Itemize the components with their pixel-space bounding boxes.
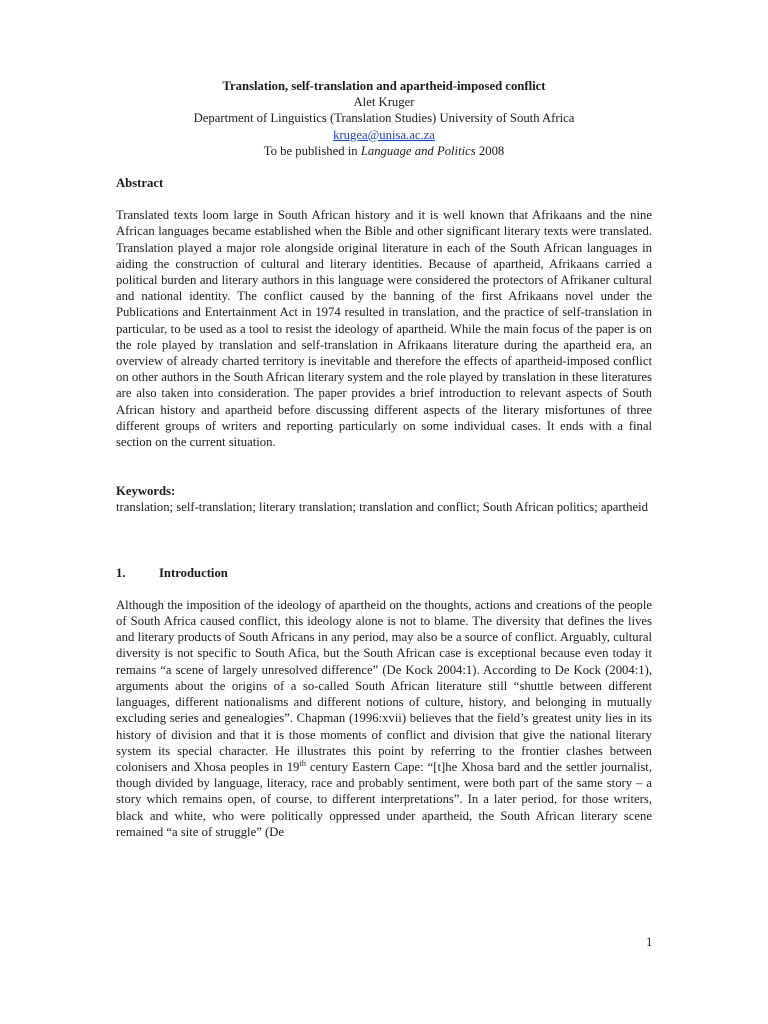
publication-note <box>116 143 652 159</box>
publication-year: 2008 <box>475 143 505 158</box>
section-number: 1. <box>116 565 126 580</box>
journal-name: Language and Politics <box>360 143 476 158</box>
title-block <box>116 78 652 159</box>
paper-title: Translation, self-translation and apartheid-imposed conflict <box>222 79 546 93</box>
publication-prefix: To be published in <box>263 143 361 158</box>
keywords-heading: Keywords: <box>116 484 176 499</box>
abstract-heading: Abstract <box>116 176 164 191</box>
superscript-th: th <box>299 757 307 768</box>
abstract-body: Translated texts loom large in South African history and it is well known that Afrikaans and the nine African languages became established when the Bible and other significant literary texts were translated. Translation played a major role alongside original literature in each of the South African languages in aiding the construction of cultural and literary identities. Because of apartheid, Afrikaans carried a political burden and literary authors in this language were considered the protectors of Afrikaner cultural and national identity. The conflict caused by the banning of the first Afrikaans novel under the Publications and Entertainment Act in 1974 resulted in translation, and the practice of self-translation in particular, to be used as a tool to resist the ideology of apartheid. While the main focus of the paper is on the role played by translation and self-translation in Afrikaans literature during the apartheid era, an overview of already charted territory is inevitable and therefore the effects of apartheid-imposed conflict on other authors in the South African literary system and the role played by translation in these literatures are also taken into consideration. The paper provides a brief introduction to relevant aspects of South African history and apartheid before discussing different aspects of the literary misfortunes of three different groups of writers and reporting particularly on some individual cases. It ends with a final section on the current situation. <box>116 208 652 450</box>
intro-text-part-2: century Eastern Cape: “[t]he Xhosa bard and the settler journalist, though divided by language, literacy, race and probably sentiment, were both part of the same story – a story which remains open, of course, to different interpretations”. In a later period, for those writers, black and white, who were politically oppressed under apartheid, the South African literary scene remained “a site of struggle” (De <box>116 759 652 839</box>
keywords-body: translation; self-translation; literary translation; translation and conflict; South African politics; apartheid <box>116 500 649 515</box>
author-name: Alet Kruger <box>353 95 415 110</box>
introduction-heading <box>116 565 652 581</box>
author-affiliation: Department of Linguistics (Translation Studies) University of South Africa <box>193 111 575 126</box>
author-email-link[interactable]: krugea@unisa.ac.za <box>333 127 435 142</box>
page-number: 1 <box>646 934 653 949</box>
intro-text-part-1: Although the imposition of the ideology of apartheid on the thoughts, actions and creations of the people of South Africa caused conflict, this ideology alone is not to blame. The diversity that defines the lives and literary products of South Africans in any period, may also be a source of conflict. Arguably, cultural diversity is not specific to South Afica, but the South African case is exceptional because even today it remains “a scene of largely unresolved difference” (De Kock 2004:1). According to De Kock (2004:1), arguments about the origins of a so-called South African literature still “shuttle between different languages, different nationalisms and different notions of culture, history, and belonging in mutually excluding series and genealogies”. Chapman (1996:xvii) believes that the field’s greatest unity lies in its history of division and that it is those moments of conflict and division that give the national literary system its special character. He illustrates this point by referring to the frontier clashes between colonisers and Xhosa peoples in 19 <box>116 597 652 774</box>
introduction-body <box>116 597 652 840</box>
document-page <box>116 78 652 840</box>
section-title: Introduction <box>159 565 228 580</box>
